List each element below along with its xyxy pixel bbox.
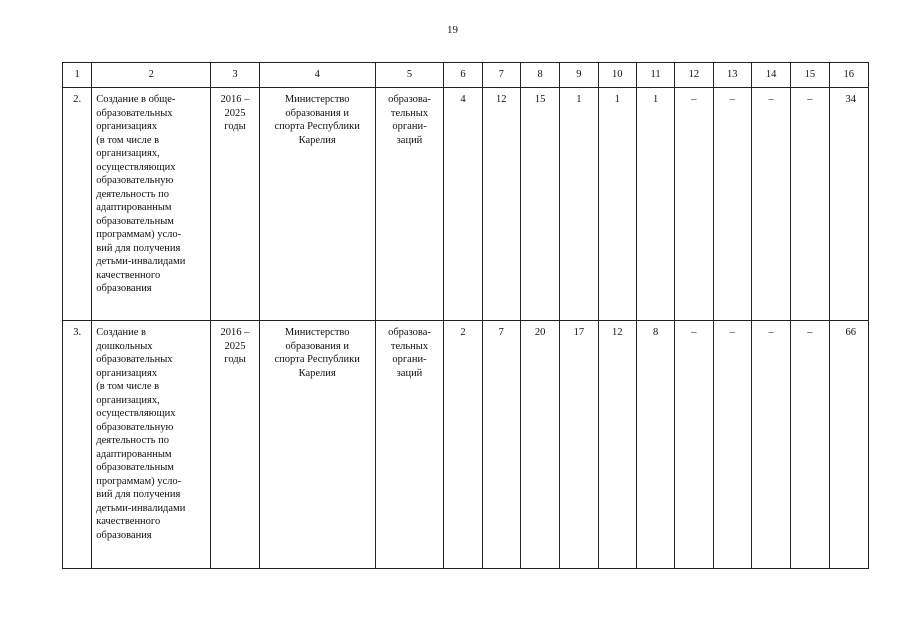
value-cell: – — [751, 88, 790, 321]
unit-cell: образова- тельных органи- заций — [375, 321, 444, 569]
column-header: 7 — [482, 63, 520, 88]
unit-cell: образова- тельных органи- заций — [375, 88, 444, 321]
value-cell: 8 — [636, 321, 674, 569]
value-cell: 20 — [520, 321, 559, 569]
value-cell: 1 — [560, 88, 598, 321]
column-header: 12 — [675, 63, 713, 88]
period-cell: 2016 – 2025 годы — [211, 88, 259, 321]
column-header: 11 — [636, 63, 674, 88]
page-number: 19 — [447, 24, 458, 36]
row-number: 2. — [63, 88, 92, 321]
value-cell: 1 — [598, 88, 636, 321]
value-cell: 2 — [444, 321, 482, 569]
activity-name: Создание в обще- образовательных организациях (в том числе в организациях, осуществляющих образовательную деятельность по адаптированным образовательным программам) усло- вий для получения детьми-инвалидами качественного образования — [92, 88, 211, 321]
row-number: 3. — [63, 321, 92, 569]
value-cell: 4 — [444, 88, 482, 321]
value-cell: – — [713, 321, 751, 569]
table-row — [63, 88, 869, 321]
value-cell: 12 — [598, 321, 636, 569]
period-cell: 2016 – 2025 годы — [211, 321, 259, 569]
value-cell: – — [751, 321, 790, 569]
header-row — [63, 63, 869, 88]
column-header: 10 — [598, 63, 636, 88]
table-row — [63, 321, 869, 569]
total-cell: 34 — [829, 88, 868, 321]
value-cell: 15 — [520, 88, 559, 321]
column-header: 9 — [560, 63, 598, 88]
program-table — [62, 62, 869, 569]
value-cell: 17 — [560, 321, 598, 569]
column-header: 8 — [520, 63, 559, 88]
value-cell: 12 — [482, 88, 520, 321]
column-header: 13 — [713, 63, 751, 88]
value-cell: – — [791, 321, 829, 569]
column-header: 1 — [63, 63, 92, 88]
value-cell: – — [675, 321, 713, 569]
value-cell: 7 — [482, 321, 520, 569]
value-cell: – — [791, 88, 829, 321]
executor-cell: Министерство образования и спорта Республики Карелия — [259, 321, 375, 569]
activity-name: Создание в дошкольных образовательных организациях (в том числе в организациях, осуществляющих образовательную деятельность по адаптированным образовательным программам) усло- вий для получения детьми-инвалидами качественного образования — [92, 321, 211, 569]
column-header: 5 — [375, 63, 444, 88]
column-header: 3 — [211, 63, 259, 88]
column-header: 4 — [259, 63, 375, 88]
total-cell: 66 — [829, 321, 868, 569]
value-cell: – — [713, 88, 751, 321]
column-header: 14 — [751, 63, 790, 88]
executor-cell: Министерство образования и спорта Республики Карелия — [259, 88, 375, 321]
value-cell: – — [675, 88, 713, 321]
column-header: 2 — [92, 63, 211, 88]
value-cell: 1 — [636, 88, 674, 321]
column-header: 6 — [444, 63, 482, 88]
column-header: 15 — [791, 63, 829, 88]
column-header: 16 — [829, 63, 868, 88]
